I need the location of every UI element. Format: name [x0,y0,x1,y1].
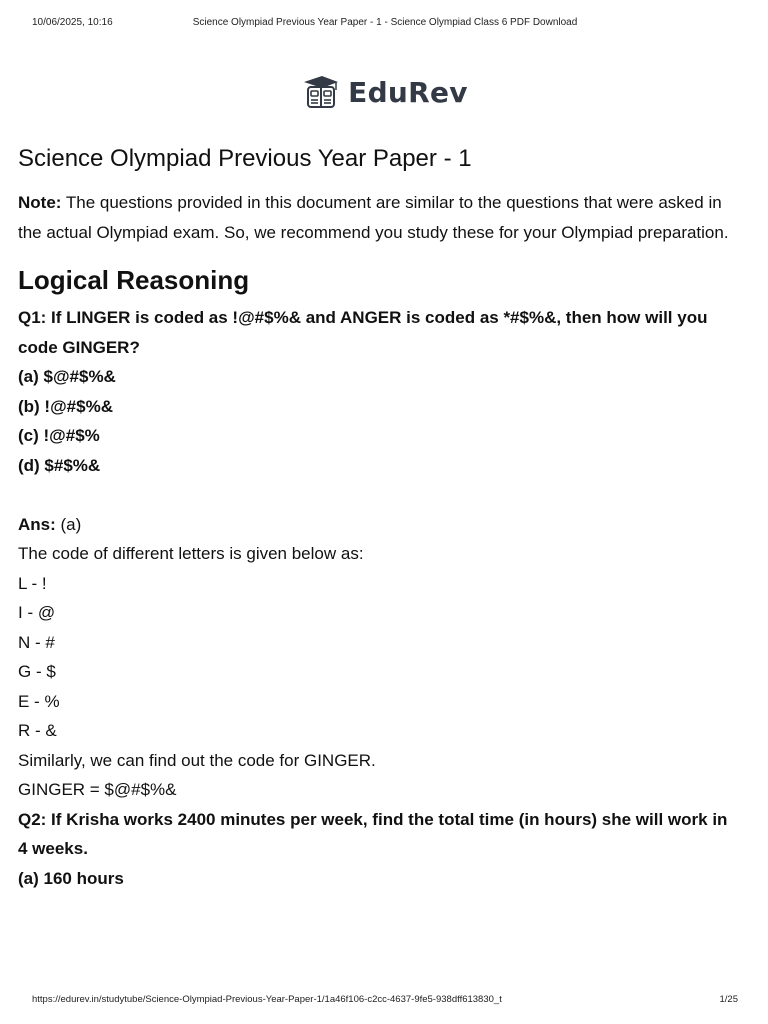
q1-option-d: (d) $#$%& [18,455,101,475]
print-footer [32,994,738,1008]
code-line: I - @ [18,603,56,622]
print-document-title: Science Olympiad Previous Year Paper - 1 - Science Olympiad Class 6 PDF Download [192,17,578,28]
code-line: E - % [18,691,60,711]
answer-label: Ans: [18,514,56,534]
spacer [18,480,734,510]
document-body [18,142,734,893]
q2-question: Q2: If Krisha works 2400 minutes per week, find the total time (in hours) she will work in 4 weeks. [18,809,728,858]
logo-text: EduRev [348,75,468,109]
code-line: L - ! [18,573,47,593]
page-url[interactable]: https://edurev.in/studytube/Science-Olympiad-Previous-Year-Paper-1/1a46f106-c2cc-4637-9fe5-938dff613830_t [32,994,502,1005]
answer-value: (a) [55,514,82,534]
q1-explanation-line: GINGER = $@#$%& [18,780,177,799]
code-line: G - $ [18,662,56,681]
note-paragraph [18,188,734,247]
print-datetime: 10/06/2025, 10:16 [32,17,113,28]
q1-question: Q1: If LINGER is coded as !@#$%& and ANGER is coded as *#$%&, then how will you code GINGER? [18,308,708,357]
print-header [32,17,738,31]
section-heading: Logical Reasoning [18,265,250,295]
page-number: 1/25 [719,994,738,1005]
q1-explanation-intro: The code of different letters is given below as: [18,544,364,563]
q1-explanation-line: Similarly, we can find out the code for GINGER. [18,750,376,770]
note-text: The questions provided in this document are similar to the questions that were asked in the actual Olympiad exam. So, we recommend you study these for your Olympiad preparation. [18,193,729,242]
edurev-logo[interactable] [0,72,768,112]
q1-option-b: (b) !@#$%& [18,396,113,416]
q2-option-a: (a) 160 hours [18,868,124,888]
code-line: R - & [18,721,57,740]
q1-answer [18,510,734,540]
q1-option-c: (c) !@#$% [18,426,100,445]
page-title: Science Olympiad Previous Year Paper - 1 [18,145,472,172]
code-line: N - # [18,632,55,652]
q1-option-a: (a) $@#$%& [18,367,116,386]
graduation-cap-books-icon [300,74,340,110]
note-label: Note: [18,193,62,212]
